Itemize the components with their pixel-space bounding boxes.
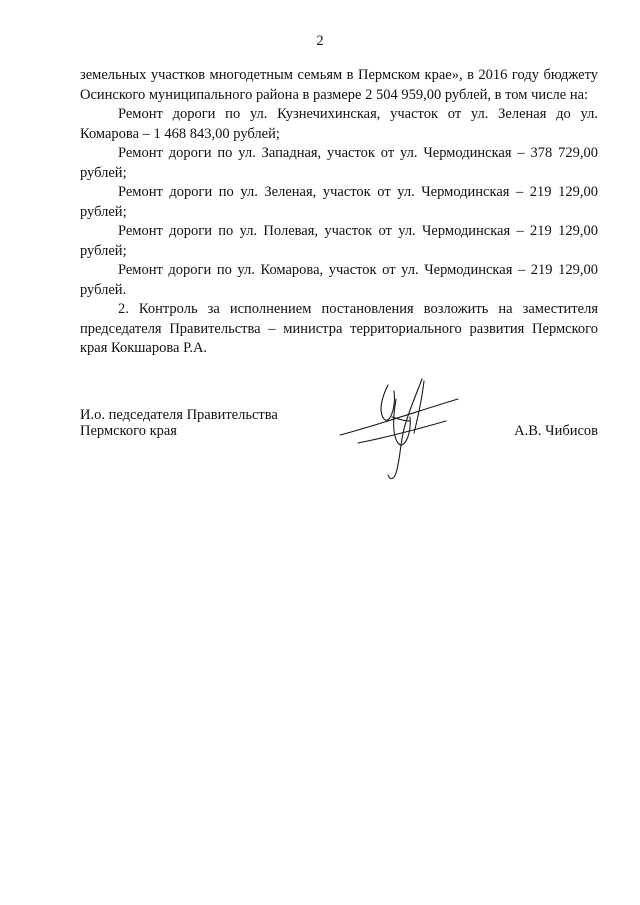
handwritten-signature-icon [338,377,468,487]
page-number: 2 [316,33,324,49]
document-body [80,66,598,359]
paragraph-road-komarova: Ремонт дороги по ул. Комарова, участок от ул. Чермодинская – 219 129,00 рублей. [80,262,598,298]
paragraph-control: 2. Контроль за исполнением постановления возложить на заместителя председателя Правительства – министра территориального развития Пермского края Кокшарова Р.А. [80,301,598,356]
signer-position-line1: И.о. педседателя Правительства [80,407,278,423]
paragraph-road-kuznechikhinskaya: Ремонт дороги по ул. Кузнечихинская, участок от ул. Зеленая до ул. Комарова – 1 468 843,00 рублей; [80,106,598,142]
signature-block [80,407,598,527]
signer-position-line2: Пермского края [80,423,177,439]
paragraph-road-zapadnaya: Ремонт дороги по ул. Западная, участок от ул. Чермодинская – 378 729,00 рублей; [80,145,598,181]
signer-name: А.В. Чибисов [514,423,598,439]
paragraph-road-polevaya: Ремонт дороги по ул. Полевая, участок от ул. Чермодинская – 219 129,00 рублей; [80,223,598,259]
signer-position [80,407,278,439]
paragraph-road-zelenaya: Ремонт дороги по ул. Зеленая, участок от ул. Чермодинская – 219 129,00 рублей; [80,184,598,220]
paragraph-intro: земельных участков многодетным семьям в Пермском крае», в 2016 году бюджету Осинского муниципального района в размере 2 504 959,00 рублей, в том числе на: [80,67,598,103]
